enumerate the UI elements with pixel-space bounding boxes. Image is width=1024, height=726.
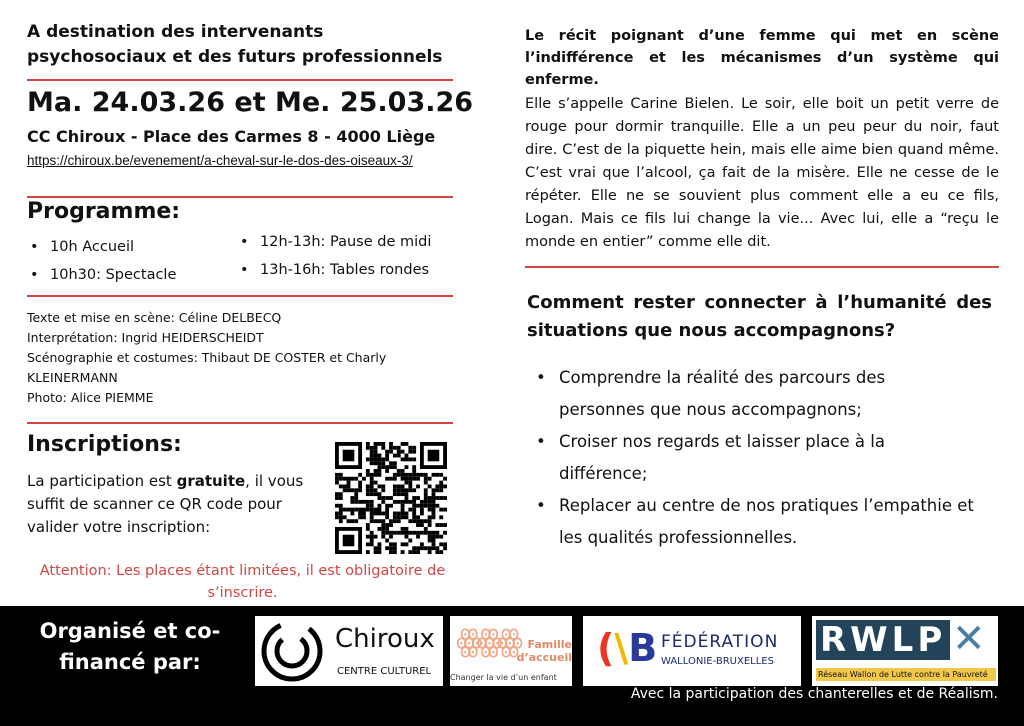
- event-link[interactable]: https://chiroux.be/evenement/a-cheval-sur-le-dos-des-oiseaux-3/: [27, 153, 413, 168]
- warning-text: Attention: Les places étant limitées, il est obligatoire de s’inscrire.: [39, 563, 446, 601]
- audience-heading: A destination des intervenants psychosociaux et des futurs professionnels: [27, 22, 443, 67]
- programme-item: • 12h-13h: Pause de midi: [238, 228, 431, 256]
- inscriptions-title: Inscriptions:: [27, 432, 182, 457]
- story-text: Elle s’appelle Carine Bielen. Le soir, elle boit un petit verre de rouge pour dormir tranquille. Elle a un peu peur du noir, faut dire. C’est de la piquette hein, mais elle aime bien quand même. C’est vrai que l’alcool, ça fait de la misère. Elle ne cesse de le répéter. Elle ne se souvient plus comment elle a eu ce fils, Logan. Mais ce fils lui change la vie... Avec lui, elle a “reçu le monde en entier” comme elle dit.: [525, 96, 999, 250]
- participation-text: Avec la participation des chanterelles et de Réalism.: [630, 686, 998, 702]
- family-figures-icon: ꙮꙮꙮ: [456, 624, 518, 659]
- goal-item: • Replacer au centre de nos pratiques l’empathie et les qualités professionnelles.: [534, 490, 974, 554]
- divider: [27, 196, 453, 198]
- qr-code[interactable]: [334, 442, 448, 554]
- programme-item: • 13h-16h: Tables rondes: [238, 256, 431, 284]
- credit-line: Interprétation: Ingrid HEIDERSCHEIDT: [27, 330, 264, 345]
- inscriptions-text: [27, 470, 332, 539]
- logo-subtext: Réseau Wallon de Lutte contre la Pauvreté: [816, 668, 996, 681]
- divider: [27, 79, 453, 81]
- programme-item: • 10h Accueil: [28, 233, 176, 261]
- text: , il vous suffit de scanner ce QR code pour valider votre inscription:: [27, 472, 304, 536]
- organised-label: Organisé et co-financé par:: [39, 619, 221, 674]
- fwb-logo: [583, 616, 801, 686]
- logo-text: Chiroux: [335, 624, 435, 654]
- logo-text: Famille d’accueil: [516, 638, 572, 664]
- logo-subtext: CENTRE CULTUREL: [337, 666, 432, 677]
- credits: [27, 308, 427, 408]
- chiroux-logo: [255, 616, 443, 686]
- programme-title: Programme:: [27, 199, 181, 224]
- text: La participation est: [27, 472, 177, 490]
- famille-accueil-logo: [450, 616, 572, 686]
- credit-line: Texte et mise en scène: Céline DELBECQ: [27, 310, 282, 325]
- credit-line: Scénographie et costumes: Thibaut DE COSTER et Charly KLEINERMANN: [27, 350, 387, 385]
- arrows-icon: ✕: [952, 616, 986, 662]
- rwlp-logo: [812, 616, 998, 686]
- goal-item: • Croiser nos regards et laisser place à la différence;: [534, 426, 974, 490]
- logo-text: FÉDÉRATION: [661, 632, 779, 652]
- programme-list-2: [238, 228, 431, 284]
- programme-item: • 10h30: Spectacle: [28, 261, 176, 289]
- event-dates: Ma. 24.03.26 et Me. 25.03.26: [27, 87, 474, 118]
- goals-list: [534, 362, 974, 554]
- chiroux-circle-icon: [259, 618, 325, 684]
- logo-subtext: Changer la vie d’un enfant: [450, 673, 557, 682]
- divider: [27, 295, 453, 297]
- credit-line: Photo: Alice PIEMME: [27, 390, 154, 405]
- programme-list-1: [28, 233, 176, 289]
- footer: [0, 606, 1024, 726]
- venue: CC Chiroux - Place des Carmes 8 - 4000 Liège: [27, 127, 436, 146]
- lead-text: Le récit poignant d’une femme qui met en scène l’indifférence et les mécanismes d’un système qui enferme.: [525, 28, 999, 88]
- logo-subtext: WALLONIE-BRUXELLES: [661, 656, 774, 667]
- free-emphasis: gratuite: [176, 472, 246, 490]
- goal-item: • Comprendre la réalité des parcours des personnes que nous accompagnons;: [534, 362, 974, 426]
- divider: [525, 266, 999, 268]
- fwb-mark-icon: (\B: [597, 626, 658, 670]
- question-heading: Comment rester connecter à l’humanité des situations que nous accompagnons?: [527, 292, 992, 341]
- divider: [27, 422, 453, 424]
- logo-text: RWLP: [816, 620, 950, 660]
